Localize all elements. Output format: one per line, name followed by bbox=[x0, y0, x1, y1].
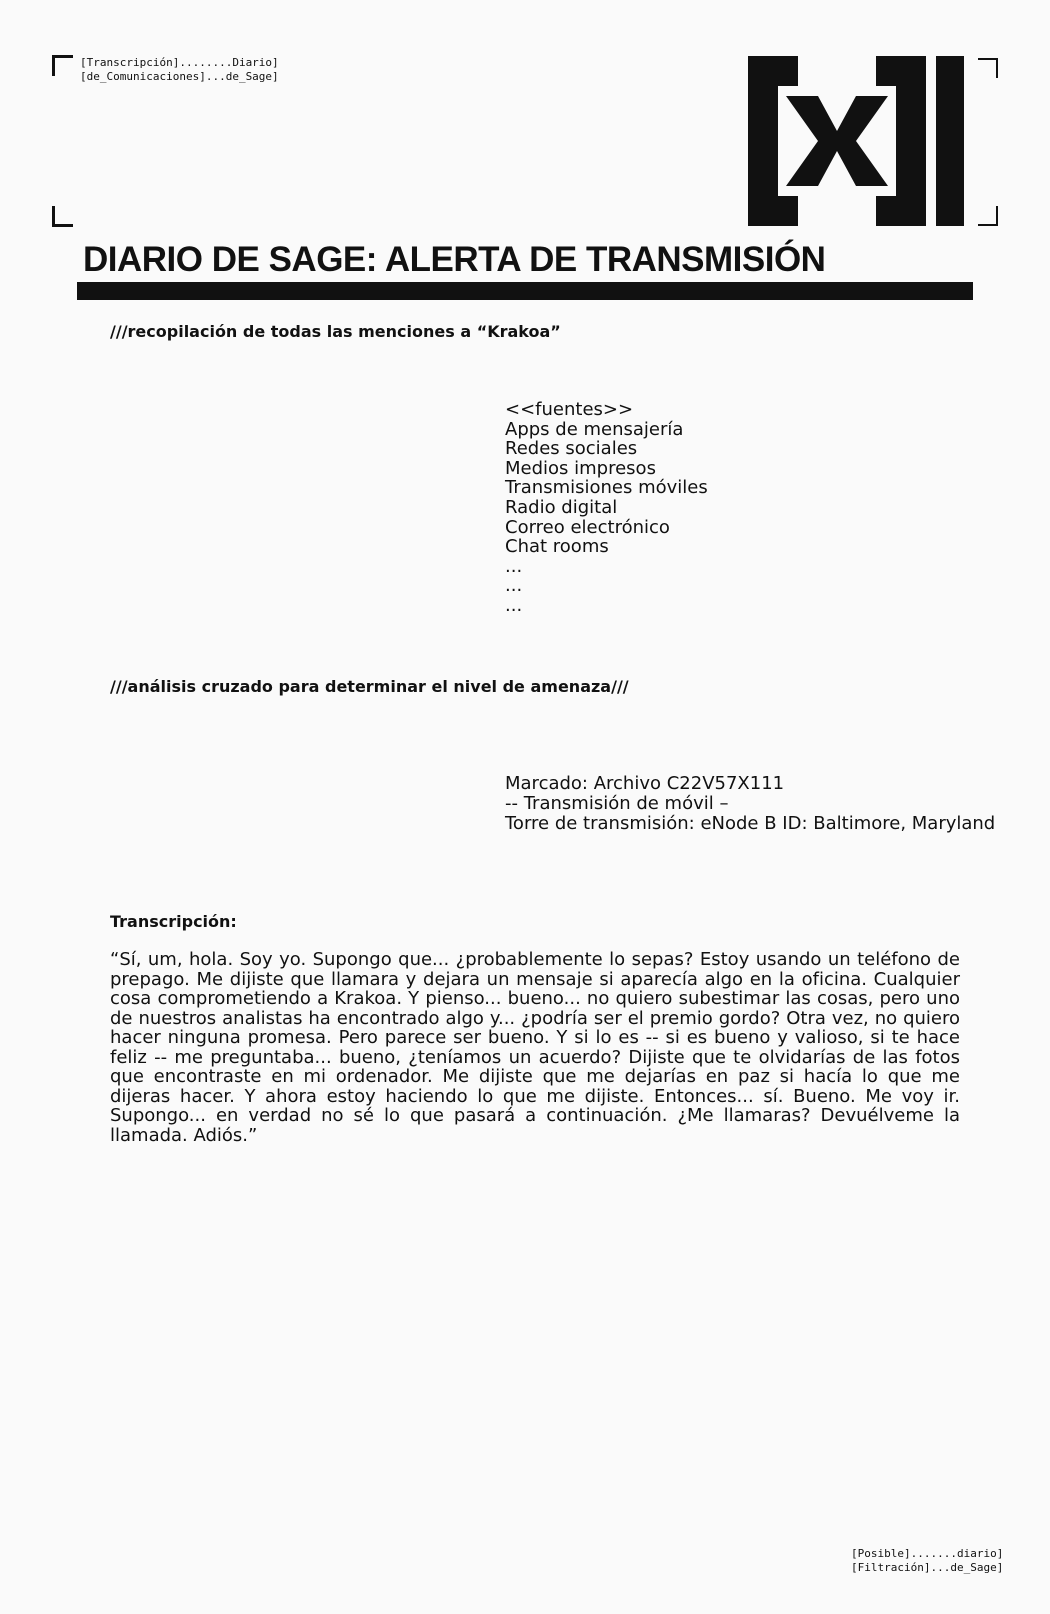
title-underline-bar bbox=[77, 282, 973, 300]
transmission-tower-line: Torre de transmisión: eNode B ID: Baltimore, Maryland bbox=[505, 813, 996, 834]
source-item: ... bbox=[505, 594, 523, 616]
footer-note-line-2: [Filtración]...de_Sage] bbox=[851, 1561, 1004, 1574]
frame-corner-bottom-left bbox=[52, 206, 73, 227]
page-title: DIARIO DE SAGE: ALERTA DE TRANSMISIÓN bbox=[83, 240, 826, 279]
sources-label: <<fuentes>> bbox=[505, 399, 634, 420]
source-item: Apps de mensajería bbox=[505, 418, 684, 440]
transcript-label: Transcripción: bbox=[110, 912, 237, 931]
header-note bbox=[80, 56, 279, 84]
source-item: ... bbox=[505, 555, 523, 577]
transcript-text: “Sí, um, hola. Soy yo. Supongo que... ¿probablemente lo sepas? Estoy usando un teléfono de prepago. Me dijiste que llamara y dejara un mensaje si aparecía algo en la oficina. Cualquier cosa comprometiendo a Krakoa. Y pienso... bueno... no quiero subestimar las cosas, pero uno de nuestros analistas ha encontrado algo y... ¿podría ser el premio gordo? Otra vez, no quiero hacer ninguna promesa. Pero parece ser bueno. Y si lo es -- si es bueno y valioso, si te hace feliz -- me preguntaba... bueno, ¿teníamos un acuerdo? Dijiste que te olvidarías de las fotos que encontraste en mi ordenador. Me dijiste que me dejarías en paz si hacía lo que me dijeras hacer. Y ahora estoy haciendo lo que me dijiste. Entonces... sí. Bueno. Me voy ir. Supongo... en verdad no sé lo que pasará a continuación. ¿Me llamaras? Devuélveme la llamada. Adiós.” bbox=[110, 949, 960, 1146]
source-item: Redes sociales bbox=[505, 438, 638, 460]
flagged-file-line: Marcado: Archivo C22V57X111 bbox=[505, 773, 785, 794]
compilation-heading: ///recopilación de todas las menciones a “Krakoa” bbox=[110, 322, 561, 341]
source-item: Correo electrónico bbox=[505, 516, 670, 538]
source-item: ... bbox=[505, 575, 523, 597]
header-note-line-2: [de_Comunicaciones]...de_Sage] bbox=[80, 70, 279, 83]
source-item: Chat rooms bbox=[505, 536, 609, 558]
source-item: Transmisiones móviles bbox=[505, 477, 708, 499]
header-note-line-1: [Transcripción]........Diario] bbox=[80, 56, 279, 69]
x-men-logo-icon bbox=[748, 56, 964, 226]
analysis-heading: ///análisis cruzado para determinar el nivel de amenaza/// bbox=[110, 677, 629, 696]
flagged-file-info bbox=[505, 774, 995, 834]
footer-note-line-1: [Posible].......diario] bbox=[851, 1547, 1004, 1560]
source-item: Medios impresos bbox=[505, 457, 656, 479]
source-item: Radio digital bbox=[505, 496, 618, 518]
sources-list bbox=[505, 400, 708, 616]
frame-corner-bottom-right bbox=[978, 206, 998, 226]
frame-corner-top-left bbox=[52, 55, 73, 76]
frame-corner-top-right bbox=[978, 58, 998, 78]
transmission-type-line: -- Transmisión de móvil – bbox=[505, 793, 729, 814]
footer-note bbox=[851, 1547, 1003, 1575]
